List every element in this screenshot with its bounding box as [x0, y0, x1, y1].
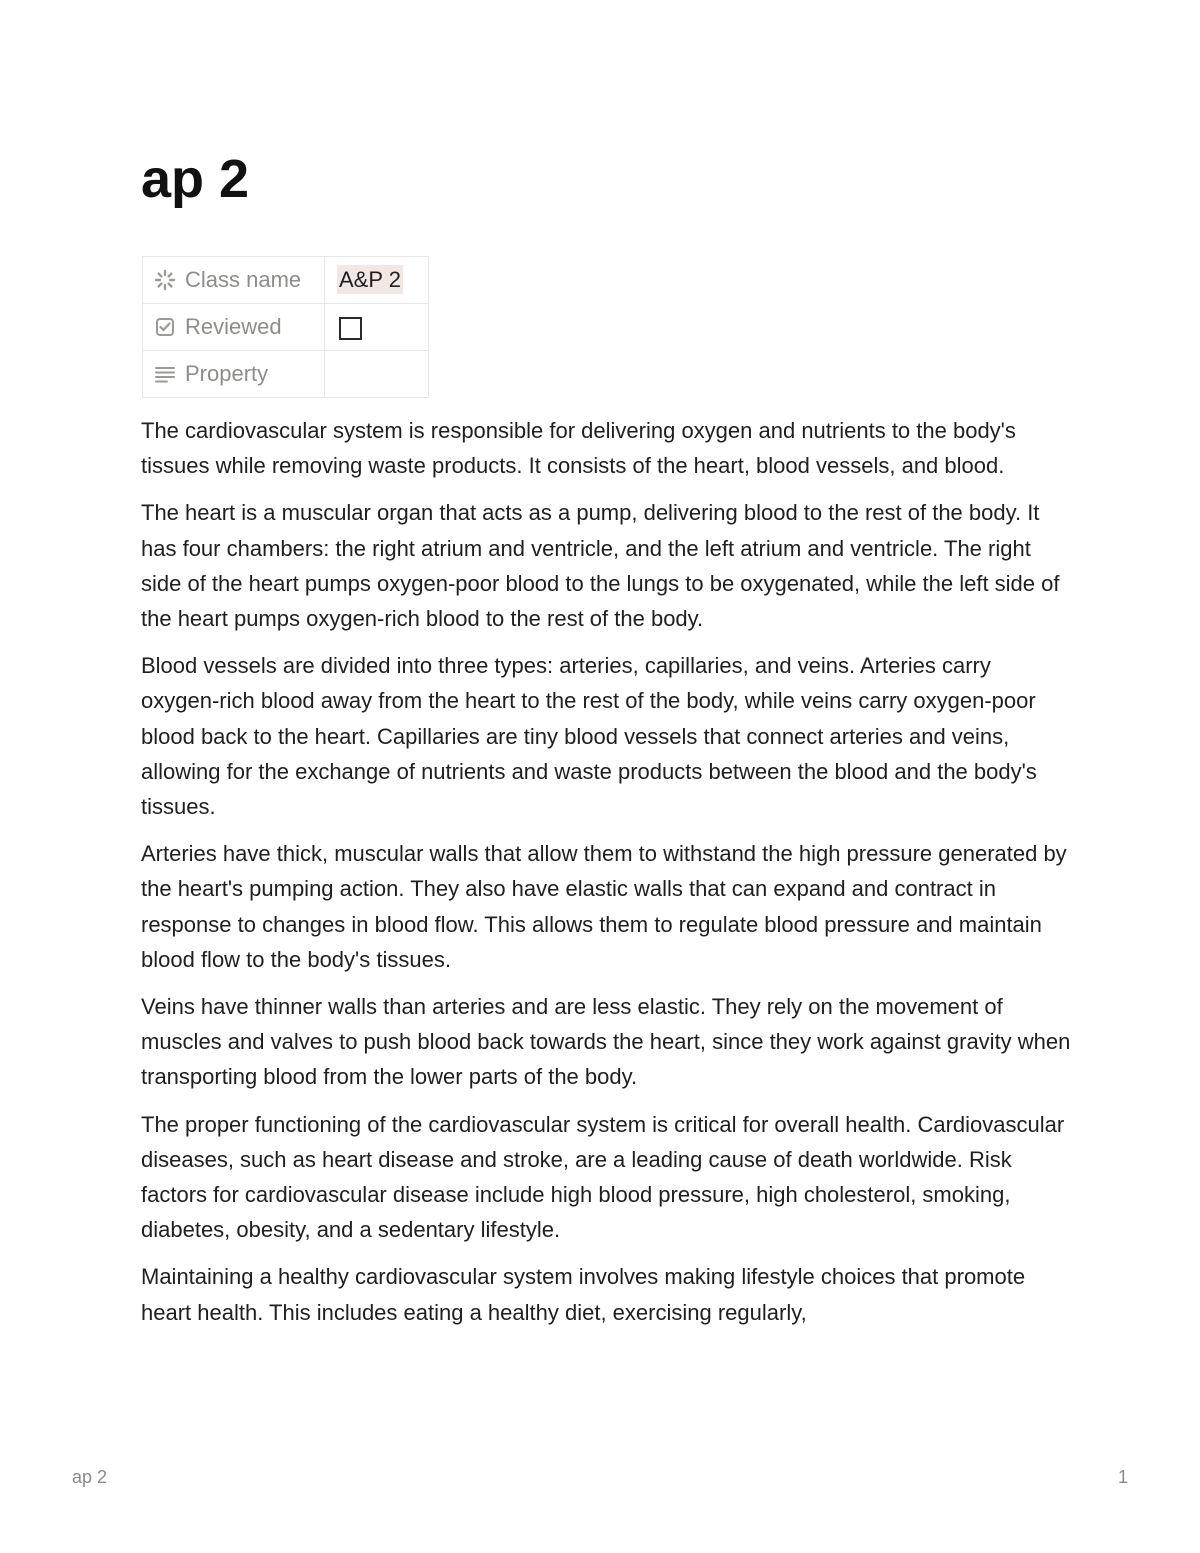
loading-spinner-icon: [154, 269, 176, 291]
property-row-property: [143, 351, 429, 398]
paragraph: Arteries have thick, muscular walls that allow them to withstand the high pressure generated by the heart's pumping action. They also have elastic walls that can expand and contract in response to changes in blood flow. This allows them to regulate blood pressure and maintain blood flow to the body's tissues.: [141, 841, 1067, 972]
reviewed-checkbox[interactable]: [339, 317, 362, 340]
paragraph: Veins have thinner walls than arteries and are less elastic. They rely on the movement of muscles and valves to push blood back towards the heart, since they work against gravity when transporting blood from the lower parts of the body.: [141, 994, 1071, 1090]
property-key-class-name: [143, 257, 325, 304]
paragraph: Maintaining a healthy cardiovascular system involves making lifestyle choices that promote heart health. This includes eating a healthy diet, exercising regularly,: [141, 1264, 1026, 1325]
property-value-property[interactable]: [325, 351, 429, 398]
paragraph: The cardiovascular system is responsible for delivering oxygen and nutrients to the body's tissues while removing waste products. It consists of the heart, blood vessels, and blood.: [141, 418, 1016, 479]
footer-document-title: ap 2: [72, 1467, 108, 1487]
property-label: Property: [185, 361, 269, 386]
checkbox-icon: [154, 316, 176, 338]
footer-page-number: 1: [1117, 1467, 1128, 1487]
page-title: ap 2: [141, 149, 250, 209]
text-lines-icon: [154, 363, 176, 385]
property-key-reviewed: [143, 304, 325, 351]
property-row-reviewed: [143, 304, 429, 351]
paragraph: Blood vessels are divided into three types: arteries, capillaries, and veins. Arteries carry oxygen-rich blood away from the heart to the rest of the body, while veins carry oxygen-poor blood back to the heart. Capillaries are tiny blood vessels that connect arteries and veins, allowing for the exchange of nutrients and waste products between the blood and the body's tissues.: [141, 653, 1037, 820]
property-label: Class name: [185, 267, 302, 292]
property-key-property: [143, 351, 325, 398]
properties-table: [142, 256, 429, 398]
paragraph: The proper functioning of the cardiovascular system is critical for overall health. Cardiovascular diseases, such as heart disease and stroke, are a leading cause of death worldwide. Risk factors for cardiovascular disease include high blood pressure, high cholesterol, smoking, diabetes, obesity, and a sedentary lifestyle.: [141, 1111, 1065, 1243]
property-label: Reviewed: [185, 314, 282, 339]
document-body: [141, 413, 1071, 1342]
property-value-reviewed[interactable]: [325, 304, 429, 351]
class-name-tag[interactable]: A&P 2: [339, 267, 401, 292]
property-row-class-name: [143, 257, 429, 304]
paragraph: The heart is a muscular organ that acts as a pump, delivering blood to the rest of the body. It has four chambers: the right atrium and ventricle, and the left atrium and ventricle. The right side of the heart pumps oxygen-poor blood to the lungs to be oxygenated, while the left side of the heart pumps oxygen-rich blood to the rest of the body.: [141, 500, 1060, 632]
property-value-class-name[interactable]: [325, 257, 429, 304]
